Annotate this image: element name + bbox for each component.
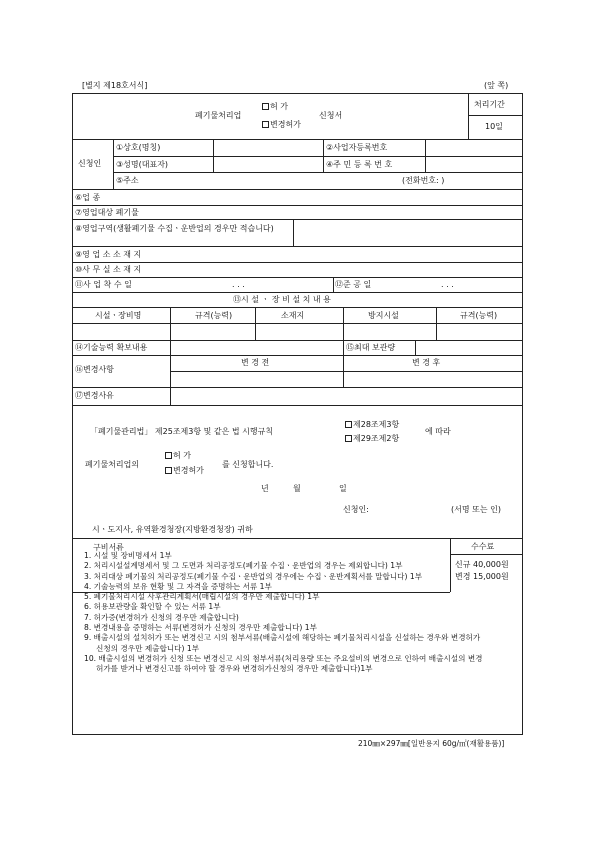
per-text: 에 따라	[425, 427, 451, 436]
required-doc-item: 2. 처리시설설계명세서 및 그 도면과 처리공정도(폐기물 수집ㆍ운반업의 경우는 제외합니다) 1부	[84, 561, 403, 571]
required-doc-item: 6. 허용보관량을 확인할 수 있는 서류 1부	[84, 602, 221, 612]
checkbox-icon	[165, 467, 172, 474]
phone-label: (전화번호: )	[402, 176, 445, 185]
waste-label: ⑦영업대상 폐기물	[75, 208, 139, 217]
day-label: 일	[339, 484, 347, 493]
month-label: 월	[293, 484, 301, 493]
start-date-label: ⑪사 업 착 수 일	[75, 280, 132, 289]
required-doc-item: 1. 시설 및 장비명세서 1부	[84, 551, 172, 560]
required-doc-item: 3. 처리대상 폐기물의 처리공정도(폐기물 수집ㆍ운반업의 경우에는 수집ㆍ운반계획서를 말합니다) 1부	[84, 571, 423, 581]
processing-period-value: 10일	[485, 122, 503, 131]
completion-date-label: ⑫준 공 일	[335, 280, 372, 289]
business-number-label: ②사업자등록번호	[326, 143, 388, 152]
required-doc-item: 9. 배출시설의 설치허가 또는 변경신고 시의 첨부서류(배출시설에 해당하는 폐기물처리시설을 신설하는 경우와 변경허가 신청의 경우만 제출합니다) 1부	[84, 633, 481, 653]
applicant-sign-label: 신청인:	[343, 505, 369, 514]
resident-number-label: ④주 민 등 록 번 호	[326, 160, 393, 169]
fee-new: 신규 40,000원	[455, 560, 509, 569]
checkbox-icon	[165, 452, 172, 459]
article-option-2[interactable]: 제29조제2항	[345, 435, 399, 443]
processing-period-label: 처리기간	[474, 100, 505, 109]
business-type-text: 폐기물처리업의	[85, 460, 140, 469]
year-label: 년	[261, 484, 269, 493]
form-number: [별지 제18호서식]	[82, 81, 148, 90]
required-doc-item: 4. 기술능력의 보유 현황 및 그 자격을 증명하는 서류 1부	[84, 581, 272, 591]
facilities-title: ⑬시 설 ㆍ 장 비 설 치 내 용	[233, 295, 331, 304]
start-date-value: . . .	[232, 280, 245, 289]
required-doc-item: 7. 허가증(변경허가 신청의 경우만 제출합니다)	[84, 612, 239, 622]
checkbox-icon	[345, 421, 352, 428]
hq-location-label: ⑩사 무 실 소 재 지	[75, 265, 142, 274]
completion-date-value: . . .	[441, 280, 454, 289]
apply-option-permit[interactable]: 허 가	[165, 452, 191, 460]
change-items-label: ⑯변경사항	[75, 365, 114, 374]
before-change-header: 변 경 전	[241, 358, 270, 367]
address-label: ⑤주소	[116, 176, 139, 185]
required-doc-item: 5. 폐기물처리시설 사후관리계획서(매립시설의 경우만 제출합니다) 1부	[84, 592, 320, 602]
facility-spec-header: 규격(능력)	[195, 311, 233, 320]
apply-option-change[interactable]: 변경허가	[165, 467, 204, 475]
checkbox-icon	[345, 435, 352, 442]
fee-change: 변경 15,000원	[455, 572, 509, 581]
facility-name-header: 시설ㆍ장비명	[95, 311, 142, 320]
form-title-prefix: 폐기물처리업	[195, 111, 242, 120]
signature-placeholder: (서명 또는 인)	[451, 505, 501, 514]
industry-label: ⑥업 종	[75, 193, 101, 202]
article-option-1[interactable]: 제28조제3항	[345, 421, 399, 429]
apply-text: 를 신청합니다.	[222, 460, 274, 469]
required-docs-title: 구비서류	[93, 543, 124, 552]
required-doc-item: 10. 배출시설의 변경허가 신청 또는 변경신고 시의 첨부서류(처리용량 또는 주요설비의 변경으로 인하여 배출시설의 변경허가를 받거나 변경신고를 하여야 할 경우와 변경허가신청의 경우만 제출합니다)1부	[84, 653, 483, 674]
required-docs-list	[84, 551, 488, 675]
area-label: ⑧영업구역(생활폐기물 수집ㆍ운반업의 경우만 적습니다)	[75, 224, 274, 233]
title-option-permit[interactable]: 허 가	[262, 103, 288, 111]
page-side-label: (앞 쪽)	[484, 81, 509, 90]
recipient-text: 시ㆍ도지사, 유역환경청장(지방환경청장) 귀하	[92, 525, 253, 534]
law-reference: 「폐기물관리법」 제25조제3항 및 같은 법 시행규칙	[90, 427, 274, 436]
applicant-label: 신청인	[78, 159, 102, 168]
checkbox-icon	[262, 103, 269, 110]
max-storage-label: ⑮최대 보관량	[346, 343, 396, 352]
office-location-label: ⑨영 업 소 소 재 지	[75, 250, 142, 259]
change-reason-label: ⑰변경사유	[75, 391, 114, 400]
checkbox-icon	[262, 121, 269, 128]
paper-size-note: 210㎜×297㎜[일반용지 60g/㎡(재활용품)]	[358, 739, 505, 748]
facility-location-header: 소재지	[281, 311, 305, 320]
prevention-facility-header: 방지시설	[368, 311, 399, 320]
prevention-spec-header: 규격(능력)	[460, 311, 498, 320]
after-change-header: 변 경 후	[412, 358, 441, 367]
fee-title: 수수료	[471, 542, 495, 551]
required-doc-item: 8. 변경내용을 증명하는 서류(변경허가 신청의 경우만 제출합니다) 1부	[84, 623, 317, 633]
title-option-change[interactable]: 변경허가	[262, 121, 301, 129]
company-name-label: ①상호(명칭)	[116, 143, 161, 152]
tech-capacity-label: ⑭기술능력 확보내용	[75, 343, 148, 352]
representative-label: ③성명(대표자)	[116, 160, 169, 169]
form-title-suffix: 신청서	[319, 111, 343, 120]
